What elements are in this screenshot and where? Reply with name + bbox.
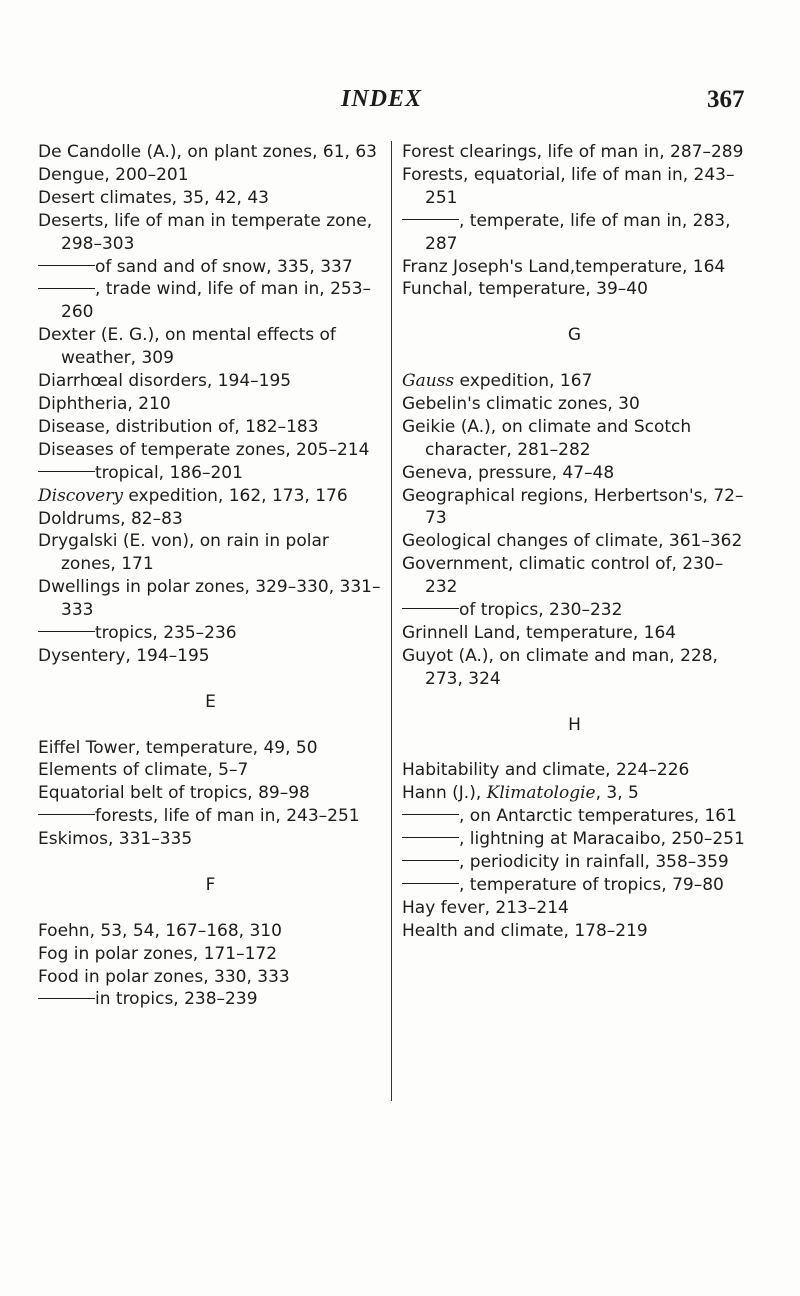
ditto-dash: [38, 814, 95, 815]
section-letter-g: G: [567, 325, 582, 346]
index-entry: Geikie (A.), on climate and Scotch character, 281–282: [402, 416, 692, 460]
section-letter-e: E: [205, 691, 216, 712]
page-title: INDEX: [341, 86, 423, 112]
index-subentry: tropics, 235–236: [38, 622, 383, 645]
index-entry: Dysentery, 194–195: [38, 645, 210, 666]
index-entry: Deserts, life of man in temperate zone, 298–303: [38, 210, 373, 254]
index-entry: Forests, equatorial, life of man in, 243–251: [402, 164, 735, 208]
index-entry: Fog in polar zones, 171–172: [38, 943, 278, 964]
index-subentry: , periodicity in rainfall, 358–359: [402, 851, 747, 874]
left-column: [38, 141, 383, 1011]
index-entry: Gauss expedition, 167: [402, 371, 593, 392]
index-entry: Franz Joseph's Land,temperature, 164: [402, 256, 726, 277]
ditto-dash: [402, 837, 459, 838]
index-entry: Hay fever, 213–214: [402, 897, 569, 918]
index-entry: Diseases of temperate zones, 205–214: [38, 439, 370, 460]
index-entry: De Candolle (A.), on plant zones, 61, 63: [38, 142, 377, 162]
page-number: 367: [707, 86, 745, 113]
ditto-dash: [38, 471, 95, 472]
index-subentry: , temperate, life of man in, 283, 287: [402, 210, 747, 256]
ditto-dash: [38, 265, 95, 266]
ditto-dash: [38, 998, 95, 999]
section-letter-h: H: [568, 714, 581, 735]
index-entry: Funchal, temperature, 39–40: [402, 279, 648, 300]
index-entry: Guyot (A.), on climate and man, 228, 273, 324: [402, 645, 718, 689]
ditto-dash: [38, 288, 95, 289]
index-entry: Foehn, 53, 54, 167–168, 310: [38, 920, 282, 941]
index-entry: Geological changes of climate, 361–362: [402, 531, 743, 552]
index-entry: Eskimos, 331–335: [38, 829, 193, 850]
index-entry: Doldrums, 82–83: [38, 508, 183, 529]
page-header: [0, 86, 800, 116]
index-entry: Geographical regions, Herbertson's, 72–73: [402, 485, 744, 529]
index-entry: Health and climate, 178–219: [402, 920, 648, 941]
right-column: [402, 141, 747, 943]
index-entry: Hann (J.), Klimatologie, 3, 5: [402, 783, 639, 804]
index-subentry: in tropics, 238–239: [38, 988, 383, 1011]
index-entry: Dexter (E. G.), on mental effects of weather, 309: [38, 325, 336, 369]
index-entry: Drygalski (E. von), on rain in polar zones, 171: [38, 531, 329, 575]
index-subentry: , temperature of tropics, 79–80: [402, 874, 747, 897]
ditto-dash: [402, 608, 459, 609]
index-entry: Gebelin's climatic zones, 30: [402, 393, 640, 414]
ditto-dash: [402, 883, 459, 884]
ditto-dash: [402, 814, 459, 815]
index-entry: Grinnell Land, temperature, 164: [402, 622, 677, 643]
section-letter-f: F: [205, 874, 216, 895]
ditto-dash: [402, 860, 459, 861]
index-subentry: of sand and of snow, 335, 337: [38, 256, 383, 279]
index-subentry: forests, life of man in, 243–251: [38, 805, 383, 828]
index-subentry: , trade wind, life of man in, 253–260: [38, 278, 383, 324]
index-entry: Habitability and climate, 224–226: [402, 760, 690, 781]
index-subentry: , lightning at Maracaibo, 250–251: [402, 828, 747, 851]
index-entry: Government, climatic control of, 230–232: [402, 554, 724, 598]
index-subentry: of tropics, 230–232: [402, 599, 747, 622]
index-entry: Eiffel Tower, temperature, 49, 50: [38, 737, 318, 758]
index-entry: Diarrhœal disorders, 194–195: [38, 371, 292, 392]
index-entry: Elements of climate, 5–7: [38, 760, 249, 781]
index-entry: Dengue, 200–201: [38, 164, 189, 185]
column-divider: [391, 141, 392, 1101]
index-entry: Discovery expedition, 162, 173, 176: [38, 485, 348, 506]
ditto-dash: [402, 219, 459, 220]
index-entry: Diphtheria, 210: [38, 393, 171, 414]
index-entry: Equatorial belt of tropics, 89–98: [38, 783, 310, 804]
index-entry: Food in polar zones, 330, 333: [38, 966, 290, 987]
index-subentry: , on Antarctic temperatures, 161: [402, 805, 747, 828]
index-entry: Forest clearings, life of man in, 287–289: [402, 142, 744, 162]
index-entry: Dwellings in polar zones, 329–330, 331–333: [38, 577, 381, 621]
index-subentry: tropical, 186–201: [38, 462, 383, 485]
index-entry: Disease, distribution of, 182–183: [38, 416, 319, 437]
index-entry: Desert climates, 35, 42, 43: [38, 187, 269, 208]
ditto-dash: [38, 631, 95, 632]
index-entry: Geneva, pressure, 47–48: [402, 462, 615, 483]
